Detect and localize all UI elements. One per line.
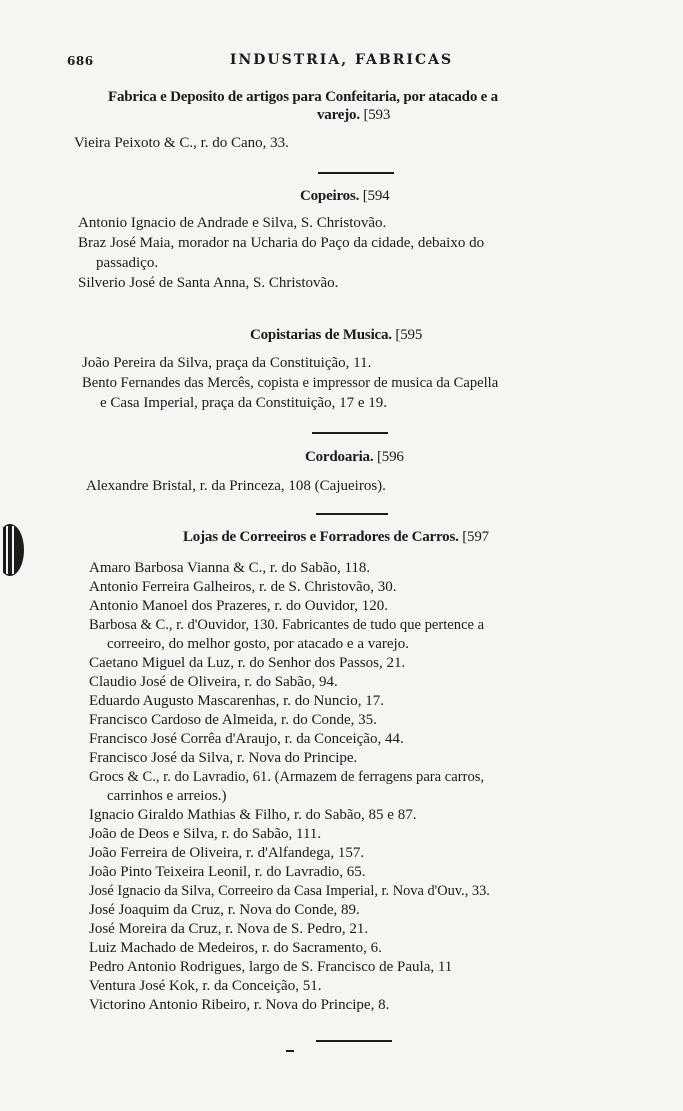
page-header <box>0 50 683 74</box>
entry-line: Bento Fernandes das Mercês, copista e impressor de musica da Capella <box>82 375 499 391</box>
entry-line: José Moreira da Cruz, r. Nova de S. Pedro, 21. <box>89 921 369 937</box>
section-number-594: [594 <box>362 188 390 204</box>
entry-line: José Joaquim da Cruz, r. Nova do Conde, 89. <box>89 902 360 918</box>
entry-line: Antonio Ferreira Galheiros, r. de S. Christovão, 30. <box>89 579 397 595</box>
entry-line: Vieira Peixoto & C., r. do Cano, 33. <box>74 135 289 151</box>
entry-line: Alexandre Bristal, r. da Princeza, 108 (Cajueiros). <box>86 478 386 494</box>
entry-line: José Ignacio da Silva, Correeiro da Casa Imperial, r. Nova d'Ouv., 33. <box>89 883 490 899</box>
entry-line: Silverio José de Santa Anna, S. Christovão. <box>78 275 339 291</box>
section-number-593: [593 <box>363 107 391 123</box>
section-divider <box>316 1040 392 1042</box>
entry-line: Francisco Cardoso de Almeida, r. do Conde, 35. <box>89 712 377 728</box>
entry-line: João Ferreira de Oliveira, r. d'Alfandega, 157. <box>89 845 365 861</box>
entry-line: João de Deos e Silva, r. do Sabão, 111. <box>89 826 322 842</box>
entry-line: Francisco José Corrêa d'Araujo, r. da Conceição, 44. <box>89 731 404 747</box>
entry-line: Amaro Barbosa Vianna & C., r. do Sabão, 118. <box>89 560 371 576</box>
entry-line: Francisco José da Silva, r. Nova do Principe. <box>89 750 358 766</box>
entry-line: Victorino Antonio Ribeiro, r. Nova do Principe, 8. <box>89 997 390 1013</box>
entry-line: Eduardo Augusto Mascarenhas, r. do Nuncio, 17. <box>89 693 384 709</box>
entry-line: Antonio Manoel dos Prazeres, r. do Ouvidor, 120. <box>89 598 388 614</box>
section-title-595: Copistarias de Musica. [595 <box>250 327 423 343</box>
entry-line: passadiço. <box>96 255 159 271</box>
page-number: 686 <box>67 54 94 68</box>
section-number-595: [595 <box>395 327 423 343</box>
entry-line: e Casa Imperial, praça da Constituição, 17 e 19. <box>100 395 387 411</box>
entry-line: Braz José Maia, morador na Ucharia do Paço da cidade, debaixo do <box>78 235 485 251</box>
entry-line: correeiro, do melhor gosto, por atacado e a varejo. <box>107 636 409 652</box>
section-title-593-line1: Fabrica e Deposito de artigos para Confeitaria, por atacado e a <box>108 89 498 105</box>
ink-blot-mark <box>0 520 34 580</box>
entry-line: Antonio Ignacio de Andrade e Silva, S. Christovão. <box>78 215 387 231</box>
entry-line: Ventura José Kok, r. da Conceição, 51. <box>89 978 322 994</box>
entry-line: Claudio José de Oliveira, r. do Sabão, 94. <box>89 674 338 690</box>
entry-line: Ignacio Giraldo Mathias & Filho, r. do Sabão, 85 e 87. <box>89 807 417 823</box>
section-divider <box>312 432 388 434</box>
section-title-597: Lojas de Correeiros e Forradores de Carros. [597 <box>183 529 489 545</box>
footer-dash <box>286 1050 294 1052</box>
section-divider <box>318 172 394 174</box>
section-number-597: [597 <box>462 529 489 545</box>
section-title-593-line2: varejo. [593 <box>317 107 391 123</box>
entry-line: carrinhos e arreios.) <box>107 788 227 804</box>
entry-line: Caetano Miguel da Luz, r. do Senhor dos Passos, 21. <box>89 655 406 671</box>
entry-line: Barbosa & C., r. d'Ouvidor, 130. Fabricantes de tudo que pertence a <box>89 617 485 633</box>
section-divider <box>316 513 388 515</box>
entry-line: Pedro Antonio Rodrigues, largo de S. Francisco de Paula, 11 <box>89 959 453 975</box>
running-title: INDUSTRIA, FABRICAS <box>229 52 454 68</box>
entry-line: João Pereira da Silva, praça da Constituição, 11. <box>82 355 372 371</box>
entry-line: Grocs & C., r. do Lavradio, 61. (Armazem de ferragens para carros, <box>89 769 485 785</box>
entry-line: Luiz Machado de Medeiros, r. do Sacramento, 6. <box>89 940 382 956</box>
section-title-596: Cordoaria. [596 <box>305 449 404 465</box>
entry-line: João Pinto Teixeira Leonil, r. do Lavradio, 65. <box>89 864 366 880</box>
section-title-594: Copeiros. [594 <box>300 188 390 204</box>
section-number-596: [596 <box>376 449 404 465</box>
